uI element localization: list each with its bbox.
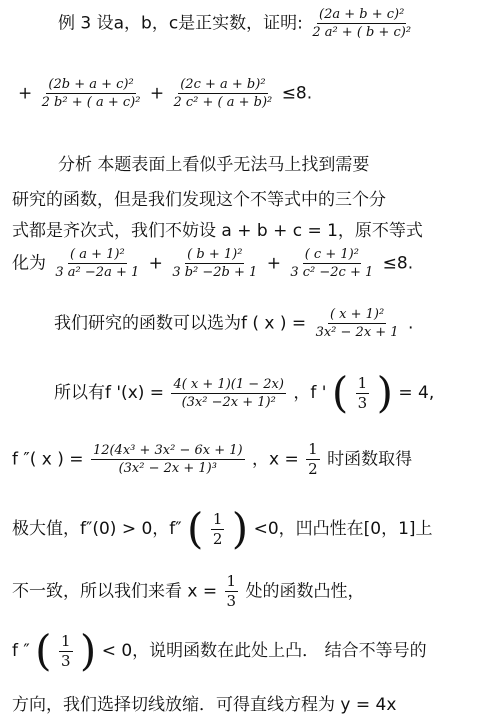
paragraph-text: ，x = bbox=[252, 449, 299, 470]
fraction-denominator: 3 bbox=[60, 651, 71, 670]
paragraph-text: 不一致，所以我们来看 x = bbox=[12, 581, 218, 602]
fraction-denominator: 3x² − 2x + 1 bbox=[315, 325, 399, 340]
line-3 bbox=[58, 150, 500, 175]
fraction-denominator: 2 bbox=[308, 460, 318, 478]
line-6 bbox=[12, 246, 500, 281]
plus-sign: + bbox=[266, 253, 281, 274]
period: . bbox=[408, 313, 414, 334]
fraction-denominator: 2 b² + ( a + c)² bbox=[41, 95, 141, 110]
inequality-tail: ≤8. bbox=[281, 83, 313, 104]
fraction-fprime bbox=[171, 376, 285, 411]
paragraph-text: 我们研究的函数可以选为f ( x ) = bbox=[54, 313, 307, 334]
fraction-numerator: 1 bbox=[308, 440, 318, 458]
fraction-denominator: (3x² −2x + 1)² bbox=[181, 394, 276, 410]
fraction-numerator: ( c + 1)² bbox=[304, 247, 359, 262]
line-9 bbox=[12, 440, 500, 479]
fraction-one-half bbox=[211, 510, 225, 549]
fraction-a bbox=[53, 246, 141, 281]
fraction-numerator: (2c + a + b)² bbox=[180, 77, 266, 92]
line-10 bbox=[12, 504, 500, 553]
plus-sign: + bbox=[148, 253, 163, 274]
fraction-1 bbox=[310, 6, 413, 41]
fraction-numerator: ( x + 1)² bbox=[329, 307, 385, 322]
inequality-tail: ≤8. bbox=[382, 253, 414, 274]
right-paren: ) bbox=[376, 368, 393, 417]
fraction-denominator: 3 bbox=[357, 393, 368, 412]
fraction-denominator: 3 c² −2c + 1 bbox=[290, 265, 374, 280]
line-2 bbox=[18, 76, 500, 111]
paragraph-text: f ″ bbox=[12, 641, 30, 661]
fraction-numerator: 1 bbox=[357, 373, 368, 392]
line-5 bbox=[12, 216, 500, 241]
line-12 bbox=[12, 626, 500, 675]
fraction-numerator: (2a + b + c)² bbox=[319, 7, 405, 22]
fraction-one-third bbox=[59, 632, 73, 671]
fraction-denominator: 2 a² + ( b + c)² bbox=[312, 25, 412, 40]
left-paren: ( bbox=[187, 504, 204, 553]
fraction-b bbox=[170, 246, 259, 281]
line-13 bbox=[12, 690, 500, 715]
paragraph-text: <0，凹凸性在[0，1]上 bbox=[253, 519, 433, 539]
fraction-denominator: 2 c² + ( a + b)² bbox=[173, 95, 273, 110]
paragraph-text: 处的函数凸性， bbox=[245, 581, 365, 602]
line-4 bbox=[12, 185, 500, 210]
line-7 bbox=[54, 306, 500, 341]
plus-sign: + bbox=[18, 83, 33, 104]
fraction-c bbox=[288, 246, 375, 281]
paragraph-text: 方向，我们选择切线放缩．可得直线方程为 y = 4x bbox=[12, 695, 397, 715]
fraction-denominator: 2 bbox=[212, 529, 223, 548]
paragraph-text: 研究的函数，但是我们发现这个不等式中的三个分 bbox=[12, 190, 386, 210]
fraction-denominator: 3 b² −2b + 1 bbox=[172, 265, 258, 280]
left-paren: ( bbox=[35, 626, 52, 675]
paragraph-text: 式都是齐次式，我们不妨设 a + b + c = 1，原不等式 bbox=[12, 221, 423, 241]
fraction-f bbox=[314, 306, 401, 341]
paragraph-text: < 0，说明函数在此处上凸． 结合不等号的 bbox=[101, 641, 427, 661]
paragraph-text: = 4, bbox=[398, 383, 435, 403]
fraction-3 bbox=[172, 76, 275, 111]
paragraph-text: 化为 bbox=[12, 253, 46, 274]
paragraph-text: 所以有f '(x) = bbox=[54, 383, 165, 403]
fraction-numerator: 12(4x³ + 3x² − 6x + 1) bbox=[92, 443, 243, 458]
example-label: 例 3 设a，b，c是正实数，证明: bbox=[58, 13, 303, 34]
fraction-numerator: ( b + 1)² bbox=[187, 247, 243, 262]
fraction-denominator: (3x² − 2x + 1)³ bbox=[118, 461, 217, 476]
right-paren: ) bbox=[231, 504, 249, 553]
paragraph-text: ，f ' bbox=[293, 383, 327, 403]
fraction-fsecond bbox=[91, 442, 245, 477]
paragraph-text: 时函数取得 bbox=[327, 449, 413, 470]
paragraph-text: 极大值，f″(0) > 0，f″ bbox=[12, 519, 182, 539]
plus-sign: + bbox=[149, 83, 165, 104]
analysis-text: 分析 本题表面上看似乎无法马上找到需要 bbox=[58, 155, 370, 175]
fraction-numerator: 4( x + 1)(1 − 2x) bbox=[173, 376, 284, 392]
fraction-numerator: 1 bbox=[60, 631, 71, 650]
paragraph-text: f ″( x ) = bbox=[12, 449, 84, 470]
fraction-numerator: (2b + a + c)² bbox=[48, 77, 134, 92]
fraction-numerator: 1 bbox=[226, 572, 237, 590]
fraction-numerator: 1 bbox=[212, 509, 223, 528]
line-11 bbox=[12, 572, 500, 611]
fraction-numerator: ( a + 1)² bbox=[69, 247, 125, 262]
fraction-denominator: 3 a² −2a + 1 bbox=[55, 265, 140, 280]
right-paren: ) bbox=[79, 626, 97, 675]
fraction-one-third bbox=[225, 572, 239, 611]
fraction-denominator: 3 bbox=[226, 592, 237, 610]
left-paren: ( bbox=[331, 368, 349, 417]
line-1 bbox=[58, 6, 500, 41]
fraction-2 bbox=[40, 76, 143, 111]
line-8 bbox=[54, 368, 500, 417]
fraction-one-half bbox=[306, 440, 320, 479]
fraction-one-third bbox=[356, 374, 370, 413]
